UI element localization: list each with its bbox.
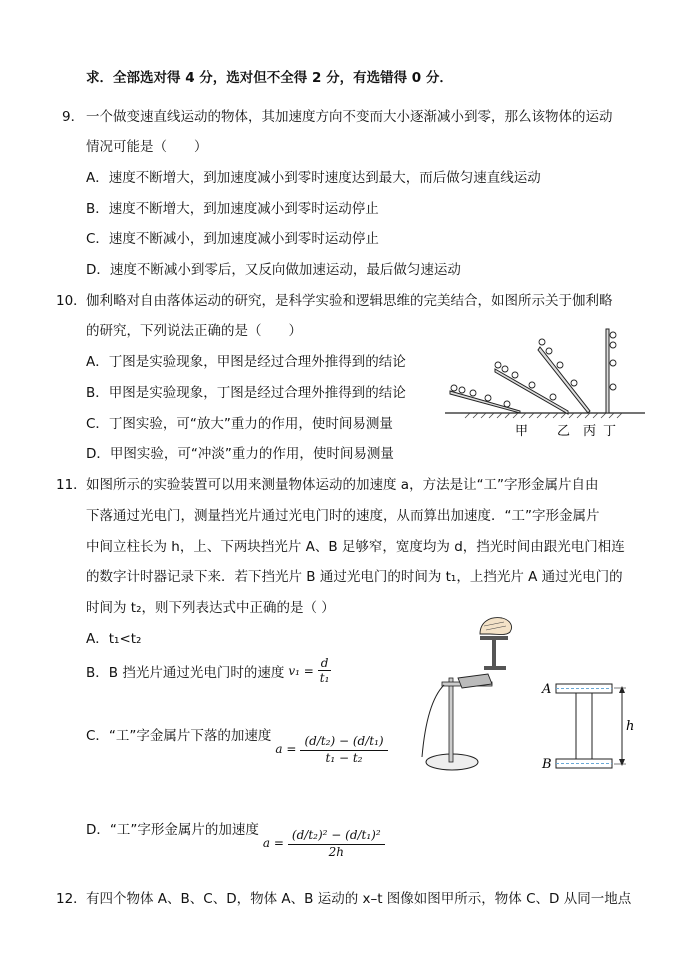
q11-option-b bbox=[86, 656, 331, 685]
fig-label-bing: 丙 bbox=[583, 424, 597, 439]
q10-number: 10． bbox=[56, 293, 87, 309]
q10-option-b: B．甲图是实验现象，丁图是经过合理外推得到的结论 bbox=[86, 385, 406, 401]
q11-option-c-text: C．“工”字金属片下落的加速度 bbox=[86, 727, 272, 744]
q11-stem-line1: 如图所示的实验装置可以用来测量物体运动的加速度 a，方法是让“工”字形金属片自由 bbox=[86, 477, 599, 493]
section-instruction: 求．全部选对得 4 分，选对但不全得 2 分，有选错得 0 分． bbox=[86, 70, 453, 86]
fig-label-jia: 甲 bbox=[515, 424, 529, 439]
q11-option-b-fraction bbox=[318, 656, 332, 685]
schematic-label-h: h bbox=[626, 719, 635, 734]
q9-option-c: C．速度不断减小，到加速度减小到零时运动停止 bbox=[86, 231, 379, 247]
q11-option-b-text: B．B 挡光片通过光电门时的速度 bbox=[86, 664, 285, 681]
q11-number: 11． bbox=[56, 477, 87, 493]
q9-number: 9． bbox=[62, 109, 85, 125]
q11-stem-line4: 的数字计时器记录下来．若下挡光片 B 通过光电门的时间为 t₁，上挡光片 A 通过光电门的 bbox=[86, 569, 623, 585]
schematic-label-a: A bbox=[542, 682, 552, 697]
q9-option-d: D．速度不断减小到零后，又反向做加速运动，最后做匀速运动 bbox=[86, 262, 461, 278]
q11-option-c bbox=[86, 702, 388, 765]
i-piece-schematic bbox=[538, 676, 638, 776]
schematic-label-b: B bbox=[542, 757, 552, 772]
q11-stem-line3: 中间立柱长为 h，上、下两块挡光片 A、B 足够窄，宽度均为 d，挡光时间由跟光电门相连 bbox=[86, 539, 625, 555]
q12-stem-line1: 有四个物体 A、B、C、D，物体 A、B 运动的 x–t 图像如图甲所示，物体 C、D 从同一地点 bbox=[86, 891, 632, 907]
q11-option-d-numerator: (d/t₂)² − (d/t₁)² bbox=[288, 826, 385, 845]
q11-option-d-fraction bbox=[288, 826, 385, 859]
q11-stem-line5: 时间为 t₂，则下列表达式中正确的是（ ） bbox=[86, 600, 335, 616]
q11-option-c-denominator: t₁ − t₂ bbox=[325, 751, 363, 765]
q11-option-b-lhs: v₁ = bbox=[288, 663, 314, 678]
q11-option-c-numerator: (d/t₂) − (d/t₁) bbox=[300, 732, 387, 751]
fig-label-yi: 乙 bbox=[557, 424, 571, 439]
q10-option-c: C．丁图实验，可“放大”重力的作用，使时间易测量 bbox=[86, 416, 393, 432]
q11-option-b-denominator: t₁ bbox=[319, 671, 330, 685]
galileo-incline-figure bbox=[440, 325, 650, 445]
q9-stem-line1: 一个做变速直线运动的物体，其加速度方向不变而大小逐渐减小到零，那么该物体的运动 bbox=[86, 109, 613, 125]
q10-stem-line1: 伽利略对自由落体运动的研究，是科学实验和逻辑思维的完美结合，如图所示关于伽利略 bbox=[86, 293, 613, 309]
q10-option-a: A．丁图是实验现象，甲图是经过合理外推得到的结论 bbox=[86, 354, 406, 370]
q12-number: 12． bbox=[56, 891, 87, 907]
q11-option-d-lhs: a = bbox=[262, 835, 284, 850]
q9-stem-line2: 情况可能是（ ） bbox=[86, 139, 208, 155]
q10-option-d: D．甲图实验，可“冲淡”重力的作用，使时间易测量 bbox=[86, 446, 394, 462]
q11-option-a: A．t₁<t₂ bbox=[86, 631, 142, 647]
fig-label-ding: 丁 bbox=[603, 424, 617, 439]
q9-option-a: A．速度不断增大，到加速度减小到零时速度达到最大，而后做匀速直线运动 bbox=[86, 170, 541, 186]
q11-stem-line2: 下落通过光电门，测量挡光片通过光电门时的速度，从而算出加速度．“工”字形金属片 bbox=[86, 508, 600, 524]
q11-option-b-numerator: d bbox=[318, 656, 332, 671]
q11-option-d-denominator: 2h bbox=[328, 845, 344, 859]
q10-stem-line2: 的研究，下列说法正确的是（ ） bbox=[86, 323, 302, 339]
photogate-apparatus-figure bbox=[410, 612, 520, 777]
q11-option-d bbox=[86, 796, 385, 859]
q11-option-c-lhs: a = bbox=[275, 741, 297, 756]
q9-option-b: B．速度不断增大，到加速度减小到零时运动停止 bbox=[86, 201, 379, 217]
q11-option-d-text: D．“工”字形金属片的加速度 bbox=[86, 821, 259, 838]
q11-option-c-fraction bbox=[300, 732, 387, 765]
